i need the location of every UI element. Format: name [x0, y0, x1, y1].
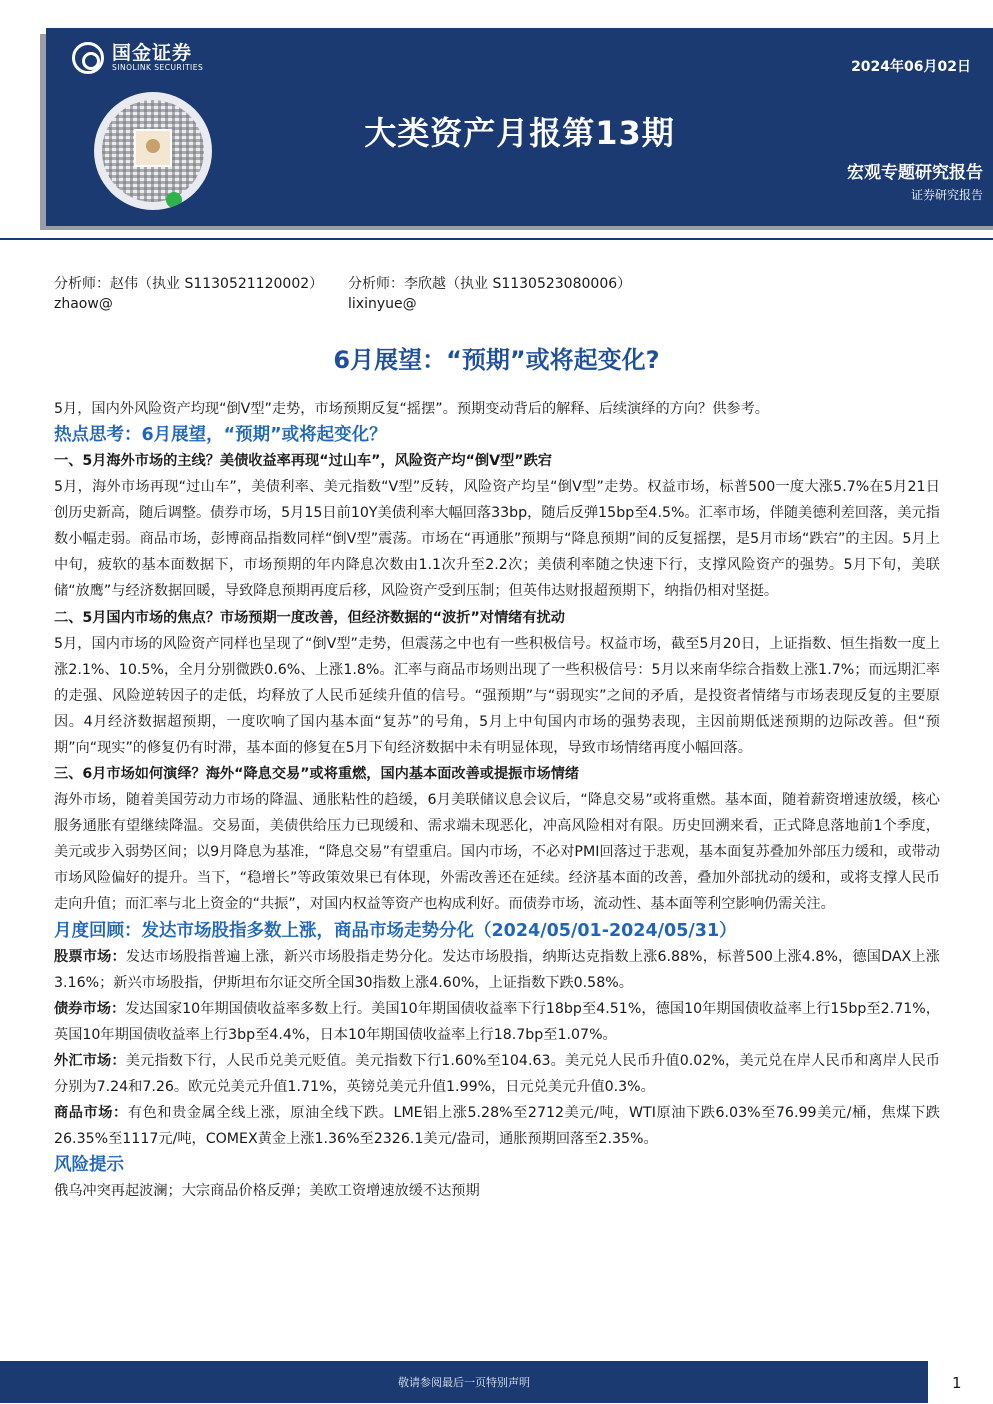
logo-name-cn: 国金证券 — [112, 42, 193, 64]
analyst-email: zhaow@ — [54, 296, 113, 312]
logo-icon — [72, 42, 104, 74]
review-label: 商品市场： — [54, 1105, 128, 1122]
article-body — [54, 396, 940, 1204]
review-item-fx — [54, 1048, 940, 1100]
analyst-1 — [54, 274, 323, 314]
analyst-email: lixinyue@ — [348, 296, 417, 312]
report-subtype: 证券研究报告 — [910, 188, 983, 202]
review-label: 债券市场： — [54, 1000, 126, 1017]
page-number: 1 — [952, 1374, 962, 1392]
review-text: 发达国家10年期国债收益率多数上行。美国10年期国债收益率下行18bp至4.51%，德国10年期国债收益率上行15bp至2.71%，英国10年期国债收益率上行3bp至4.4%，日本10年期国债收益率上行18.7bp至1.07%。 — [54, 1000, 940, 1043]
paragraph-3: 海外市场，随着美国劳动力市场的降温、通胀粘性的趋缓，6月美联储议息会议后，“降息交易”或将重燃。基本面，随着薪资增速放缓，核心服务通胀有望继续降温。交易面，美债供给压力已现缓和、需求端未现恶化，冲高风险相对有限。历史回溯来看，正式降息落地前1个季度，美元或步入弱势区间；以9月降息为基准，“降息交易”有望重启。国内市场，不必对PMI回落过于悲观，基本面复苏叠加外部压力缓和，或带动市场风险偏好的提升。当下，“稳增长”等政策效果已有体现，外需改善还在延续。经济基本面的改善，叠加外部扰动的缓和，或将支撑人民币走向升值；而汇率与北上资金的“共振”，对国内权益等资产也构成利好。而债券市场，流动性、基本面等利空影响仍需关注。 — [54, 792, 940, 913]
subheading-2: 二、5月国内市场的焦点？市场预期一度改善，但经济数据的“波折”对情绪有扰动 — [54, 609, 565, 626]
review-item-bonds — [54, 996, 940, 1048]
report-type: 宏观专题研究报告 — [847, 163, 983, 183]
review-text: 美元指数下行，人民币兑美元贬值。美元指数下行1.60%至104.63。美元兑人民币升值0.02%，美元兑在岸人民币和离岸人民币分别为7.24和7.26。欧元兑美元升值1.71%，英镑兑美元升值1.99%，日元兑美元升值0.3%。 — [54, 1052, 940, 1095]
company-logo — [72, 42, 203, 74]
report-title: 大类资产月报第13期 — [364, 114, 675, 152]
analyst-2 — [348, 274, 631, 314]
risk-text: 俄乌冲突再起波澜；大宗商品价格反弹；美欧工资增速放缓不达预期 — [54, 1183, 480, 1200]
footer-disclaimer: 敬请参阅最后一页特别声明 — [398, 1376, 530, 1389]
review-item-commodities — [54, 1100, 940, 1152]
logo-name-en: SINOLINK SECURITIES — [112, 63, 204, 72]
review-label: 外汇市场： — [54, 1052, 126, 1069]
paragraph-1: 5月，海外市场再现“过山车”，美债利率、美元指数“V型”反转，风险资产均呈“倒V型”走势。权益市场，标普500一度大涨5.7%在5月21日创历史新高，随后调整。债券市场，5月15日前10Y美债利率大幅回落33bp，随后反弹15bp至4.5%。汇率市场，伴随美德利差回落，美元指数小幅走弱。商品市场，彭博商品指数同样“倒V型”震荡。市场在“再通胀”预期与“降息预期”间的反复摇摆，是5月市场“跌宕”的主因。5月上中旬，疲软的基本面数据下，市场预期的年内降息次数由1.1次升至2.2次；美债利率随之快速下行，支撑风险资产的强势。5月下旬，美联储“放鹰”与经济数据回暖，导致降息预期再度后移，风险资产受到压制；但英伟达财报超预期下，纳指仍相对坚挺。 — [54, 479, 940, 600]
header-divider — [0, 238, 993, 240]
article-title: 6月展望：“预期”或将起变化? — [333, 346, 660, 374]
review-text: 有色和贵金属全线上涨，原油全线下跌。LME铝上涨5.28%至2712美元/吨，WTI原油下跌6.03%至76.99美元/桶，焦煤下跌26.35%至1117元/吨，COMEX黄金上涨1.36%至2326.1美元/盎司，通胀预期回落至2.35%。 — [54, 1105, 940, 1148]
mini-program-icon — [166, 192, 182, 208]
review-label: 股票市场： — [54, 948, 126, 965]
review-item-stocks — [54, 944, 940, 996]
subheading-3: 三、6月市场如何演绎？海外“降息交易”或将重燃，国内基本面改善或提振市场情绪 — [54, 766, 580, 783]
intro-paragraph: 5月，国内外风险资产均现“倒V型”走势，市场预期反复“摇摆”。预期变动背后的解释、后续演绎的方向？供参考。 — [54, 401, 769, 417]
review-text: 发达市场股指普遍上涨，新兴市场股指走势分化。发达市场股指，纳斯达克指数上涨6.88%，标普500上涨4.8%，德国DAX上涨3.16%；新兴市场股指，伊斯坦布尔证交所全国30指数上涨4.60%，上证指数下跌0.58%。 — [54, 948, 940, 991]
analyst-name: 分析师：赵伟（执业 S1130521120002） — [54, 276, 324, 292]
section-heading-risk: 风险提示 — [54, 1155, 124, 1176]
section-heading-hot-topic: 热点思考：6月展望，“预期”或将起变化？ — [54, 425, 387, 446]
analyst-name: 分析师：李欣越（执业 S1130523080006） — [348, 276, 632, 292]
report-date: 2024年06月02日 — [851, 59, 971, 75]
section-heading-monthly-review: 月度回顾：发达市场股指多数上涨，商品市场走势分化（2024/05/01-2024/05/31） — [54, 920, 737, 941]
paragraph-2: 5月，国内市场的风险资产同样也呈现了“倒V型”走势，但震荡之中也有一些积极信号。权益市场，截至5月20日，上证指数、恒生指数一度上涨2.1%、10.5%，全月分别微跌0.6%、上涨1.8%。汇率与商品市场则出现了一些积极信号：5月以来南华综合指数上涨1.7%；而远期汇率的走强、风险逆转因子的走低，均释放了人民币延续升值的信号。“强预期”与“弱现实”之间的矛盾，是投资者情绪与市场表现反复的主要原因。4月经济数据超预期，一度吹响了国内基本面“复苏”的号角，5月上中旬国内市场的强势表现，主因前期低迷预期的边际改善。但“预期”向“现实”的修复仍有时滞，基本面的修复在5月下旬经济数据中未有明显体现，导致市场情绪再度小幅回落。 — [54, 635, 940, 756]
header-banner — [46, 28, 993, 226]
subheading-1: 一、5月海外市场的主线？美债收益率再现“过山车”，风险资产均“倒V型”跌宕 — [54, 453, 552, 470]
